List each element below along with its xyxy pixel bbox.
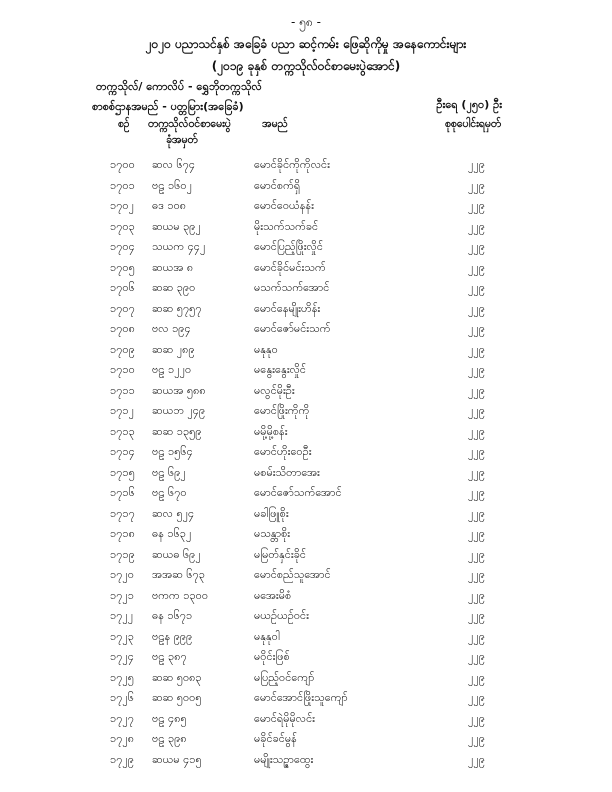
row-number: ၁၇၂၅ — [110, 670, 134, 684]
total-marks: ၂၂၉ — [468, 404, 485, 417]
row-number: ၁၇၀၁ — [110, 178, 135, 192]
student-name: မသက်သက်အောင် — [254, 281, 330, 294]
student-name: မောင်ခိုင်ကိုကိုလင်း — [254, 158, 330, 171]
results-table — [0, 156, 612, 771]
total-marks: ၂၂၉ — [468, 650, 485, 663]
student-name: မောင်ဟိုးဝေဦး — [254, 445, 312, 458]
total-marks: ၂၂၉ — [468, 158, 485, 171]
table-row — [0, 177, 612, 198]
total-marks: ၂၂၉ — [468, 363, 485, 376]
table-row — [0, 546, 612, 567]
student-name: မောင်ဝေယံနန်း — [254, 199, 314, 212]
student-name: မောင်နေမျိုးဟိန်း — [254, 301, 321, 315]
total-marks: ၂၂၉ — [468, 691, 485, 704]
row-number: ၁၇၀၄ — [110, 240, 135, 253]
row-number: ၁၇၁၀ — [110, 363, 135, 376]
total-marks: ၂၂၉ — [468, 568, 485, 581]
row-number: ၁၇၁၅ — [110, 465, 135, 479]
total-marks: ၂၂၉ — [468, 219, 485, 233]
total-marks: ၂၂၉ — [468, 588, 485, 602]
roll-number: ဆယဘ ၂၄၉ — [152, 404, 206, 417]
table-row — [0, 669, 612, 690]
table-row — [0, 300, 612, 321]
total-marks: ၂၂၉ — [468, 322, 485, 335]
table-row — [0, 259, 612, 280]
roll-number: ဆယအ ၅၈၈ — [152, 383, 206, 397]
table-row — [0, 361, 612, 382]
student-name: မခါဖြူစိုး — [254, 506, 289, 520]
table-row — [0, 197, 612, 218]
table-header — [0, 118, 612, 152]
quota-label: ဦးရေ (၂၅၀) ဦး — [436, 98, 502, 111]
roll-number: ဆဆ ၅၇၅၇ — [152, 301, 202, 315]
roll-number: ဆယမ ၄၁၅ — [152, 752, 202, 766]
row-number: ၁၇၀၇ — [110, 301, 135, 315]
roll-number: ဆဆ ၅၀၀၅ — [152, 691, 202, 704]
total-marks: ၂၂၉ — [468, 629, 485, 643]
table-row — [0, 525, 612, 546]
roll-number: အအဆ ၆၇၃ — [152, 568, 205, 581]
student-name: မနုနုဝါ — [254, 629, 280, 643]
total-marks: ၂၂၉ — [468, 609, 485, 622]
student-name: မနုနု၀ — [254, 342, 278, 356]
student-name: မပြည့်ဝင်ကျော် — [254, 670, 315, 684]
row-number: ၁၇၁၃ — [110, 424, 135, 438]
student-name: မောင်အောင်ဖြိုးသူကျော် — [254, 691, 348, 704]
student-name: မောင်ခိုင်မင်းသက် — [254, 260, 326, 274]
roll-number: ဗကက ၁၃၀၀ — [152, 588, 209, 602]
total-marks: ၂၂၉ — [468, 711, 485, 725]
row-number: ၁၇၀၃ — [110, 219, 135, 233]
total-marks: ၂၂၉ — [468, 178, 485, 192]
roll-number: သယက ၄၄၂ — [152, 240, 206, 253]
student-name: မောင်စက်ရှိ — [254, 178, 301, 192]
table-row — [0, 443, 612, 464]
table-row — [0, 156, 612, 177]
total-marks: ၂၂၉ — [468, 732, 485, 745]
roll-number: ဓဒ ၁၀၈ — [152, 199, 187, 212]
roll-number: ဓန ၁၆၃၂ — [152, 527, 192, 540]
row-number: ၁၇၂၃ — [110, 629, 134, 643]
total-marks: ၂၂၉ — [468, 342, 485, 356]
roll-number: ဆယဓ ၆၉၂ — [152, 547, 201, 561]
total-marks: ၂၂၉ — [468, 199, 485, 212]
row-number: ၁၇၁၁ — [110, 383, 135, 397]
total-marks: ၂၂၉ — [468, 752, 485, 766]
row-number: ၁၇၀၆ — [110, 281, 135, 294]
student-name: မလွင်မိုးဦး — [254, 383, 295, 397]
row-number: ၁၇၁၇ — [110, 506, 135, 520]
header-no: စဉ် — [118, 118, 130, 130]
row-number: ၁၇၂၂ — [110, 609, 134, 622]
total-marks: ၂၂၉ — [468, 445, 485, 458]
student-name: မောင်ပြည့်ဖြိုးလှိုင် — [254, 240, 323, 253]
student-name: မောင်ဖြိုးကိုကို — [254, 404, 310, 417]
roll-number: ဗဠန ၉၉၉ — [152, 629, 193, 643]
table-row — [0, 320, 612, 341]
row-number: ၁၇၁၆ — [110, 486, 135, 499]
student-name: မောင်ရဲမိုမိုလင်း — [254, 711, 315, 725]
roll-number: ဗဠ ၃၈၇ — [152, 650, 187, 663]
row-number: ၁၇၁၂ — [110, 404, 134, 417]
student-name: မောင်စည်သူအောင် — [254, 568, 331, 581]
table-row — [0, 587, 612, 608]
total-marks: ၂၂၉ — [468, 486, 485, 499]
row-number: ၁၇၂၇ — [110, 711, 134, 725]
document-title: ၂၀၂၀ ပညာသင်နှစ် အခြေခံ ပညာ ဆင့်ကမ်း ဖြေဆိုကိုမှု အနေကောင်းများ — [145, 37, 467, 51]
row-number: ၁၇၂၀ — [110, 568, 134, 581]
roll-number: ဆလ ၆၇၄ — [152, 158, 196, 171]
table-row — [0, 710, 612, 731]
roll-number: ဆဆ ၅၀၈၃ — [152, 670, 202, 684]
total-marks: ၂၂၉ — [468, 301, 485, 315]
university-label: တက္ကသိုလ်/ ကောလိပ် - ရွှေဘိုတက္ကသိုလ် — [96, 80, 262, 93]
table-row — [0, 689, 612, 710]
roll-number: ဆဆ ၁၃၅၉ — [152, 424, 202, 438]
page-number: - ၅၈ - — [291, 15, 321, 29]
table-row — [0, 402, 612, 423]
document-subtitle: (၂၀၁၉ ခုနှစ် တက္ကသိုလ်ဝင်စာမေးပွဲအောင်) — [211, 59, 401, 73]
table-row — [0, 566, 612, 587]
roll-number: ဓန ၁၆၇၁ — [152, 609, 193, 622]
table-row — [0, 628, 612, 649]
table-row — [0, 238, 612, 259]
table-row — [0, 341, 612, 362]
table-row — [0, 648, 612, 669]
table-row — [0, 607, 612, 628]
roll-number: ဆလ ၅၂၄ — [152, 506, 195, 520]
table-row — [0, 423, 612, 444]
row-number: ၁၇၂၄ — [110, 650, 134, 663]
student-name: မယဉ်ယဉ်ဝင်း — [254, 609, 309, 622]
total-marks: ၂၂၉ — [468, 383, 485, 397]
row-number: ၁၇၂၈ — [110, 732, 135, 745]
row-number: ၁၇၀၉ — [110, 342, 135, 356]
total-marks: ၂၂၉ — [468, 547, 485, 561]
total-marks: ၂၂၉ — [468, 424, 485, 438]
table-row — [0, 279, 612, 300]
student-name: မအေးမိစံ — [254, 588, 292, 602]
student-name: မောင်ဇော်မင်းသက် — [254, 322, 331, 335]
total-marks: ၂၂၉ — [468, 670, 485, 684]
roll-number: ဆဆ ၂၈၉ — [152, 342, 195, 356]
student-name: မခိုင်ခင်မွန် — [254, 732, 297, 745]
student-name: မောင်ဇော်သက်အောင် — [254, 486, 342, 499]
table-row — [0, 484, 612, 505]
student-name: မိုးသက်သက်ခင် — [254, 219, 319, 233]
student-name: မမျိုးသဉ္ဇာထွေး — [254, 752, 314, 766]
total-marks: ၂၂၉ — [468, 240, 485, 253]
header-roll-line2: ခုံအမှတ် — [166, 134, 198, 146]
table-row — [0, 505, 612, 526]
header-roll: တက္ကသိုလ်ဝင်စာမေးပွဲ — [148, 118, 231, 130]
row-number: ၁၇၀၀ — [110, 158, 135, 171]
header-total: စုစုပေါင်းရမှတ် — [445, 118, 502, 130]
roll-number: ဆဆ ၃၉၀ — [152, 281, 196, 294]
row-number: ၁၇၂၆ — [110, 691, 134, 704]
row-number: ၁၇၁၄ — [110, 445, 135, 458]
header-name: အမည် — [262, 118, 288, 130]
table-row — [0, 751, 612, 772]
table-row — [0, 382, 612, 403]
table-row — [0, 464, 612, 485]
roll-number: ဗဠ ၁၂၂၀ — [152, 363, 192, 376]
row-number: ၁၇၂၁ — [110, 588, 134, 602]
table-row — [0, 218, 612, 239]
roll-number: ဆယမ ၃၉၂ — [152, 219, 201, 233]
roll-number: ဗဠ ၃၉၈ — [152, 732, 187, 745]
roll-number: ဗဠ ၁၅၆၄ — [152, 445, 193, 458]
row-number: ၁၇၁၈ — [110, 527, 135, 540]
row-number: ၁၇၁၉ — [110, 547, 135, 561]
student-name: မနွေးနွေးလှိုင် — [254, 363, 307, 376]
roll-number: ဗဠ ၄၈၅ — [152, 711, 187, 725]
total-marks: ၂၂၉ — [468, 281, 485, 294]
student-name: မသန္တာစိုး — [254, 527, 291, 540]
roll-number: ဗလ ၁၉၄ — [152, 322, 191, 335]
roll-number: ဆယအ ၈ — [152, 260, 194, 274]
exam-centre-label: စာစစ်ဌာနအမည် - ပတ္တမြား(အခြေခံ) — [92, 100, 244, 113]
total-marks: ၂၂၉ — [468, 506, 485, 520]
row-number: ၁၇၀၂ — [110, 199, 134, 212]
student-name: မမြတ်နှင်းခိုင် — [254, 547, 306, 561]
row-number: ၁၇၀၅ — [110, 260, 135, 274]
total-marks: ၂၂၉ — [468, 260, 485, 274]
roll-number: ဗဠ ၆၇၀ — [152, 486, 187, 499]
table-row — [0, 730, 612, 751]
student-name: မမို့မို့စန်း — [254, 424, 288, 438]
student-name: မဝိုင်းဖြစ် — [254, 650, 290, 663]
row-number: ၁၇၀၈ — [110, 322, 135, 335]
row-number: ၁၇၂၉ — [110, 752, 134, 766]
total-marks: ၂၂၉ — [468, 527, 485, 540]
roll-number: ဗဠ ၆၉၂ — [152, 465, 186, 479]
student-name: မစမ်းသိတာအေး — [254, 465, 320, 479]
roll-number: ဗဠ ၁၆၀၂ — [152, 178, 193, 192]
total-marks: ၂၂၉ — [468, 465, 485, 479]
